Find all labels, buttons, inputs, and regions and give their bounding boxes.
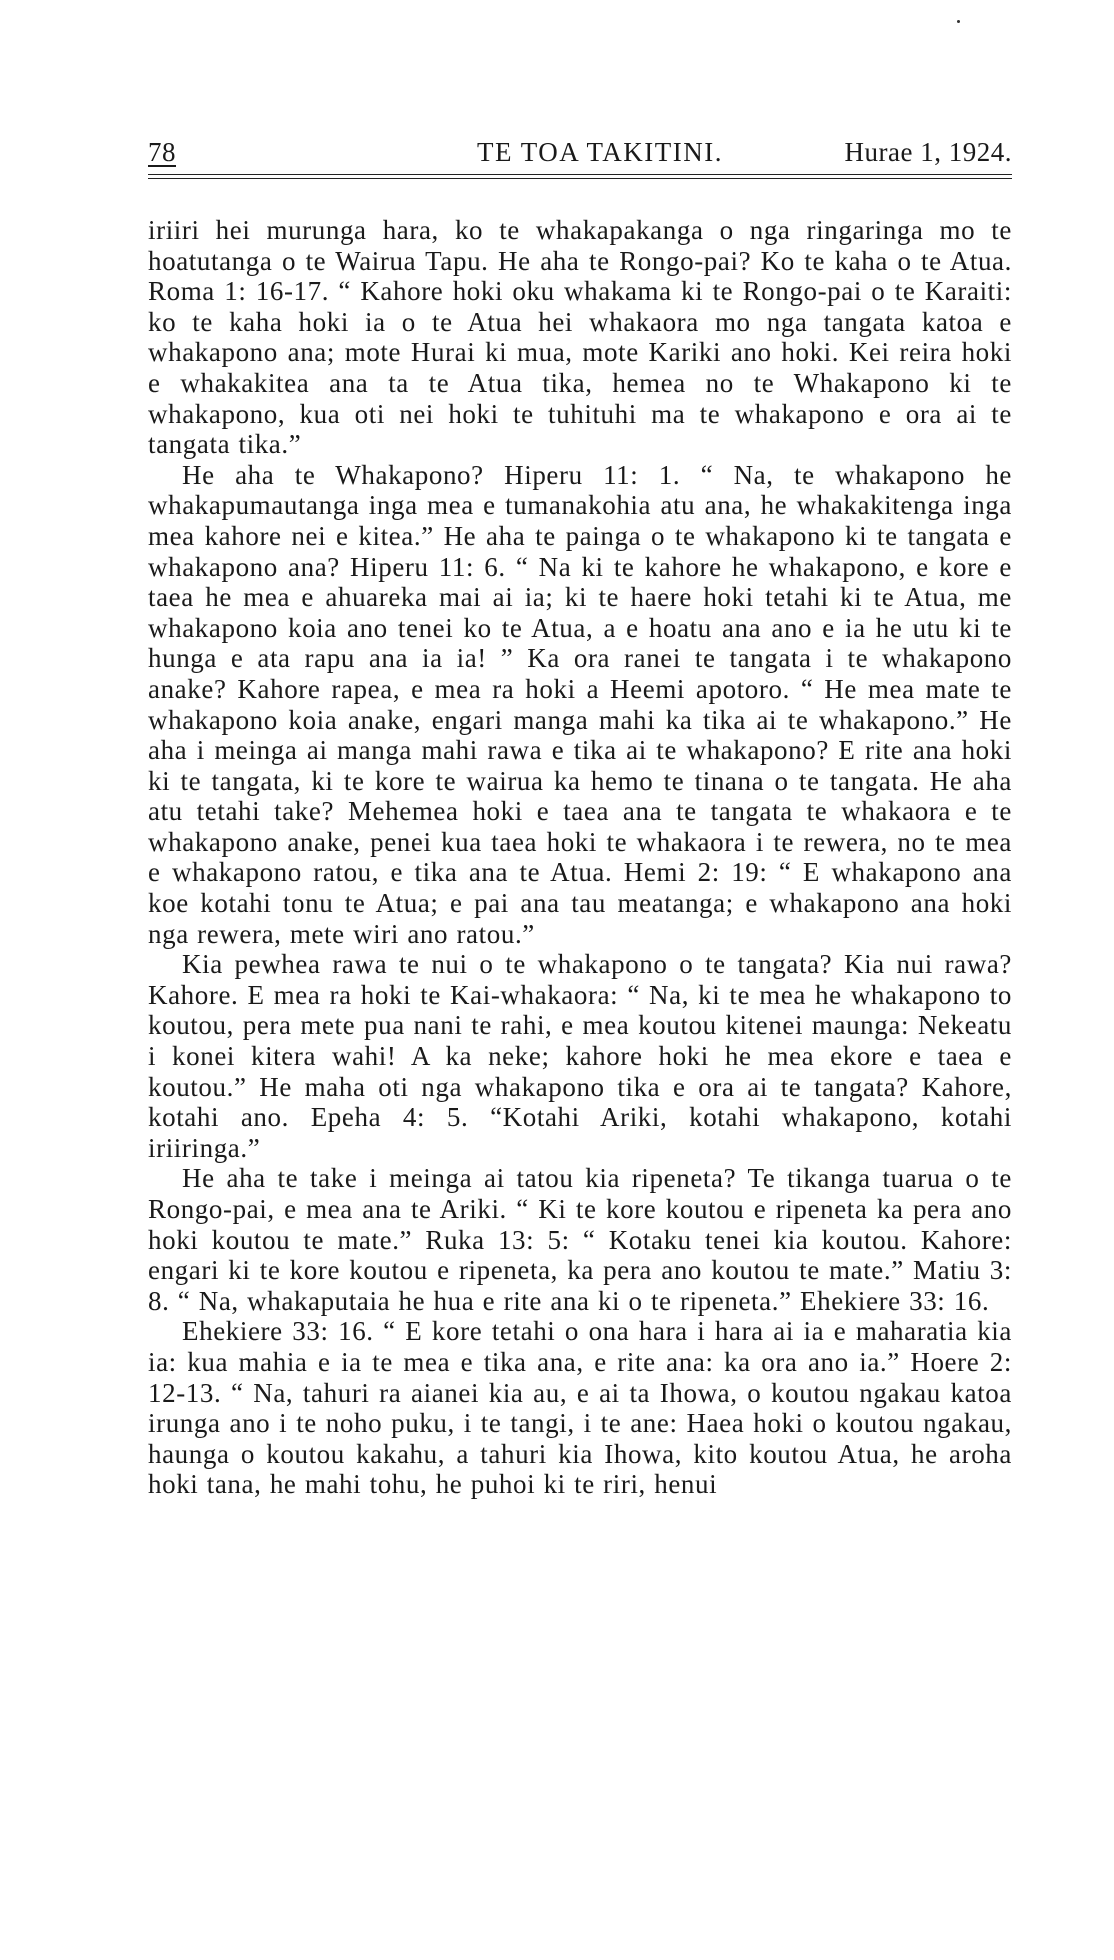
issue-date: Hurae 1, 1924.	[844, 137, 1012, 167]
paragraph-4: He aha te take i meinga ai tatou kia ripeneta? Te tikanga tuarua o te Rongo-pai, e mea ana te Ariki. “ Ki te kore koutou e ripeneta ka pera ano hoki koutou te mate.” Ruka 13: 5: “ Kotaku tenei kia koutou. Kahore: engari ki te kore koutou e ripeneta, ka pera ano koutou te mate.” Matiu 3: 8. “ Na, whakaputaia he hua e rite ana ki o te ripeneta.” Ehekiere 33: 16.	[148, 1163, 1012, 1316]
paragraph-2: He aha te Whakapono? Hiperu 11: 1. “ Na, te whakapono he whakapumautanga inga mea e tumanakohia atu ana, he whakakitenga inga mea kahore nei e kitea.” He aha te painga o te whakapono ki te tangata e whakapono ana? Hiperu 11: 6. “ Na ki te kahore he whakapono, e kore e taea he mea e ahuareka mai ai ia; ki te haere hoki tetahi ki te Atua, me whakapono koia ano tenei ko te Atua, a e hoatu ana ano e ia he utu ki te hunga e ata rapu ana ia ia! ” Ka ora ranei te tangata i te whakapono anake? Kahore rapea, e mea ra hoki a Heemi apotoro. “ He mea mate te whakapono koia anake, engari manga mahi ka tika ai te whakapono.” He aha i meinga ai manga mahi rawa e tika ai te whakapono? E rite ana hoki ki te tangata, ki te kore te wairua ka hemo te tinana o te tangata. He aha atu tetahi take? Mehemea hoki e taea ana te tangata te whakaora e te whakapono anake, penei kua taea hoki te whakaora i te rewera, no te mea e whakapono ratou, e tika ana te Atua. Hemi 2: 19: “ E whakapono ana koe kotahi tonu te Atua; e pai ana tau meatanga; e whakapono ana hoki nga rewera, mete wiri ano ratou.”	[148, 459, 1012, 949]
journal-title: TE TOA TAKITINI.	[476, 137, 724, 167]
paragraph-5: Ehekiere 33: 16. “ E kore tetahi o ona hara i hara ai ia e maharatia kia ia: kua mahia e ia te mea e tika ana, e rite ana: ka ora ano ia.” Hoere 2: 12-13. “ Na, tahuri ra aianei kia au, e ai ta Ihowa, o koutou ngakau katoa irunga ano i te noho puku, i te tangi, i te ane: Haea hoki o koutou ngakau, haunga o koutou kakahu, a tahuri kia Ihowa, kito koutou Atua, he aroha hoki tana, he mahi tohu, he puhoi ki te riri, henui	[148, 1316, 1012, 1500]
page-number: 78	[148, 137, 176, 167]
running-head	[148, 138, 1012, 172]
paragraph-1: iriiri hei murunga hara, ko te whakapakanga o nga ringaringa mo te hoatutanga o te Wairua Tapu. He aha te Rongo-pai? Ko te kaha o te Atua. Roma 1: 16-17. “ Kahore hoki oku whakama ki te Rongo-pai o te Karaiti: ko te kaha hoki ia o te Atua hei whakaora mo nga tangata katoa e whakapono ana; mote Hurai ki mua, mote Kariki ano hoki. Kei reira hoki e whakakitea ana ta te Atua tika, hemea no te Whakapono ki te whakapono, kua oti nei hoki te tuhituhi ma te whakapono e ora ai te tangata tika.”	[148, 215, 1012, 460]
paragraph-3: Kia pewhea rawa te nui o te whakapono o te tangata? Kia nui rawa? Kahore. E mea ra hoki te Kai-whakaora: “ Na, ki te mea he whakapono to koutou, pera mete pua nani te rahi, e mea koutou kitenei maunga: Nekeatu i konei kitera wahi! A ka neke; kahore hoki he mea ekore e taea e koutou.” He maha oti nga whakapono tika e ora ai te tangata? Kahore, kotahi ano. Epeha 4: 5. “Kotahi Ariki, kotahi whakapono, kotahi iriiringa.”	[148, 949, 1012, 1163]
article-body	[148, 215, 1012, 1500]
margin-mark	[957, 20, 960, 23]
header-rule	[148, 174, 1012, 179]
page	[148, 138, 1012, 1500]
